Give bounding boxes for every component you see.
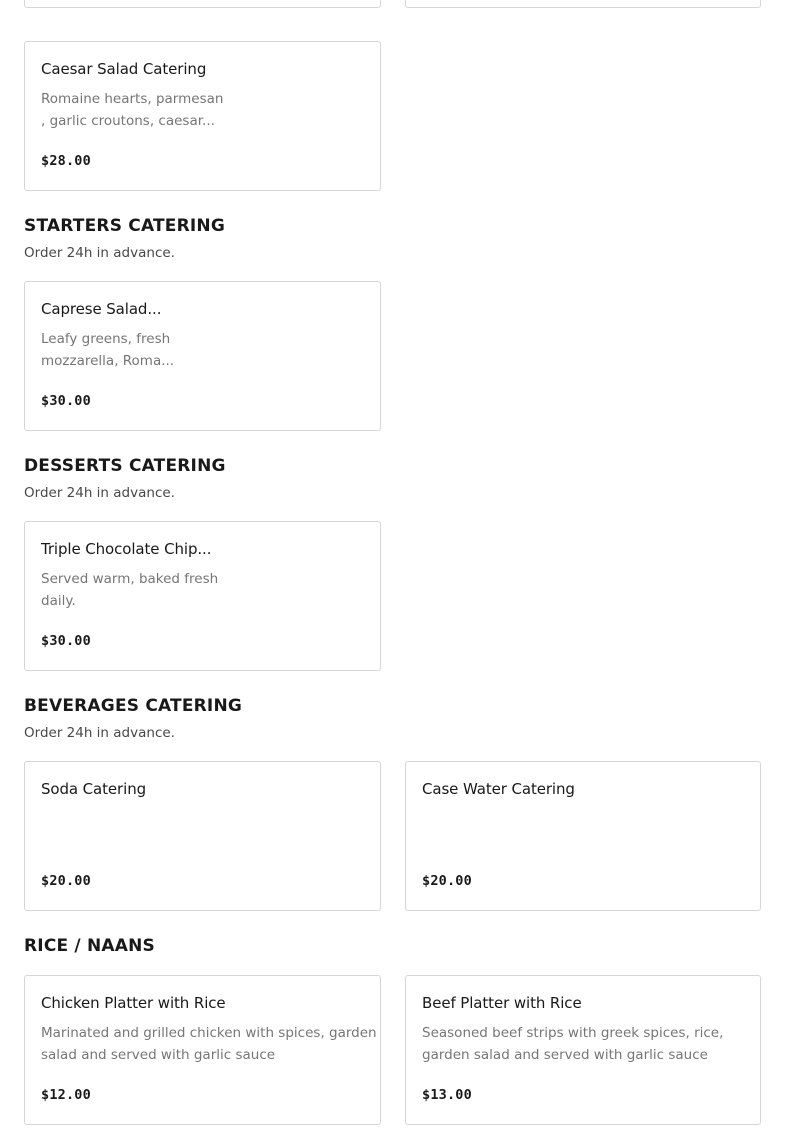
- menu-item-title: Soda Catering: [41, 780, 147, 798]
- menu-item-description: Leafy greens, fresh mozzarella, Roma...: [41, 331, 175, 369]
- section-title-beverages: BEVERAGES CATERING: [24, 696, 243, 716]
- menu-item-description: Marinated and grilled chicken with spices, garden salad and served with garlic sauce: [41, 1025, 377, 1063]
- menu-item-title: Case Water Catering: [422, 780, 575, 798]
- menu-item-title: Chicken Platter with Rice: [41, 994, 226, 1012]
- section-note-starters: Order 24h in advance.: [24, 245, 175, 261]
- menu-item-description: Seasoned beef strips with greek spices, rice, garden salad and served with garlic sauce: [422, 1025, 724, 1063]
- menu-item-price: $28.00: [41, 153, 91, 169]
- section-note-desserts: Order 24h in advance.: [24, 485, 175, 501]
- section-title-desserts: DESSERTS CATERING: [24, 456, 226, 476]
- menu-item-title: Caprese Salad...: [41, 300, 162, 318]
- menu-item-price: $20.00: [41, 873, 91, 889]
- menu-item-price: $20.00: [422, 873, 472, 889]
- menu-item-title: Triple Chocolate Chip...: [41, 540, 212, 558]
- menu-item-price: $13.00: [422, 1087, 472, 1103]
- menu-item-card[interactable]: [24, 41, 381, 191]
- menu-item-price: $30.00: [41, 393, 91, 409]
- menu-item-card[interactable]: [405, 761, 761, 911]
- menu-item-price: $30.00: [41, 633, 91, 649]
- menu-item-title: Beef Platter with Rice: [422, 994, 582, 1012]
- menu-item-description: Served warm, baked fresh daily.: [41, 571, 219, 609]
- menu-item-card[interactable]: [24, 281, 381, 431]
- menu-item-card-partial[interactable]: [405, 0, 761, 8]
- section-title-starters: STARTERS CATERING: [24, 216, 225, 236]
- section-note-beverages: Order 24h in advance.: [24, 725, 175, 741]
- menu-item-card[interactable]: [405, 975, 761, 1125]
- menu-item-price: $12.00: [41, 1087, 91, 1103]
- menu-item-card[interactable]: [24, 975, 381, 1125]
- menu-item-description: Romaine hearts, parmesan , garlic croutons, caesar...: [41, 91, 224, 129]
- menu-item-title: Caesar Salad Catering: [41, 60, 207, 78]
- menu-item-card[interactable]: [24, 761, 381, 911]
- menu-item-card-partial[interactable]: [24, 0, 381, 8]
- section-title-rice-naans: RICE / NAANS: [24, 936, 155, 956]
- menu-item-card[interactable]: [24, 521, 381, 671]
